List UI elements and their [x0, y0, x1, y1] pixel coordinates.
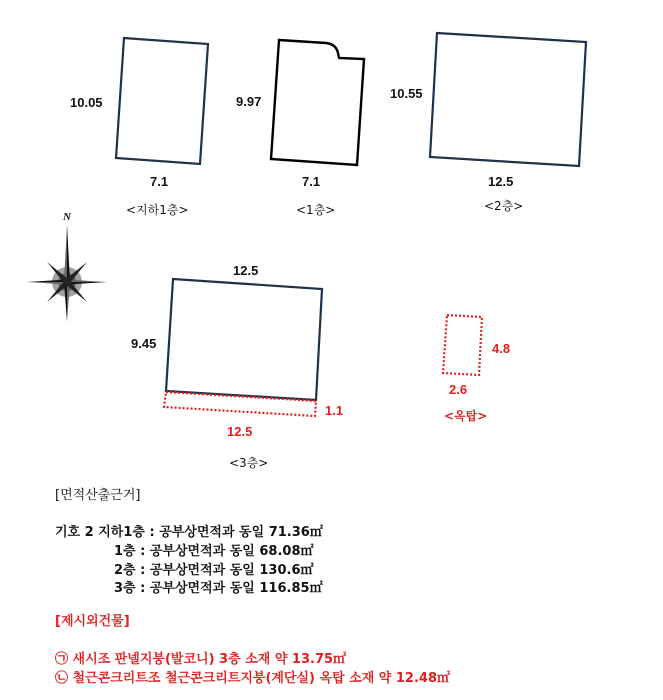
floor-plan-f1	[236, 40, 364, 217]
calc-prefix: 2층	[114, 563, 136, 578]
calc-text: : 공부상면적과 동일	[144, 525, 269, 540]
dim-side-f3: 9.45	[131, 336, 157, 351]
calc-line-f1	[114, 540, 314, 559]
caption-f3: <3층>	[229, 456, 269, 470]
caption-roof: <옥탑>	[444, 409, 488, 423]
dim-bottom-b1: 7.1	[150, 174, 169, 189]
calc-text: : 공부상면적과 동일	[135, 544, 260, 559]
calc-text: : 공부상면적과 동일	[135, 581, 260, 596]
dim-side-f2: 10.55	[390, 86, 423, 101]
floor-outline-b1	[116, 38, 208, 164]
calc-prefix: 기호 2 지하1층	[55, 525, 145, 540]
caption-f1: <1층>	[296, 203, 336, 217]
dim-side-f1: 9.97	[236, 94, 262, 109]
floor-outline-f3	[166, 279, 322, 400]
dim-side-roof: 4.8	[492, 341, 511, 356]
excluded-text: 철근콘크리트조 철근콘크리트지붕(계단실) 옥탑 소재 약 12.48㎡	[68, 671, 451, 686]
calc-line-b1	[55, 521, 323, 540]
compass-north-label: N	[63, 211, 71, 223]
dim-annex-width: 12.5	[227, 424, 253, 439]
floor-plan-f3	[131, 263, 343, 470]
calc-text: : 공부상면적과 동일	[135, 563, 260, 578]
calc-unit: ㎡	[300, 544, 314, 559]
calc-unit: ㎡	[309, 581, 323, 596]
dim-side-b1: 10.05	[70, 95, 103, 110]
dim-bottom-f2: 12.5	[488, 174, 514, 189]
roof-outline	[443, 315, 482, 375]
calc-prefix: 3층	[114, 581, 136, 596]
excluded-line-1	[55, 648, 346, 667]
calc-unit: ㎡	[309, 525, 323, 540]
excluded-line-2	[55, 667, 450, 686]
excluded-marker: ㉠	[55, 652, 69, 667]
excluded-text: 새시조 판넬지붕(발코니) 3층 소재 약 13.75㎡	[68, 652, 347, 667]
dim-top-f3: 12.5	[233, 263, 259, 278]
caption-f2: <2층>	[484, 199, 524, 213]
caption-b1: <지하1층>	[126, 203, 189, 217]
dim-annex-depth: 1.1	[325, 403, 344, 418]
calc-unit: ㎡	[300, 563, 314, 578]
calc-value: 71.36	[268, 525, 310, 540]
calc-line-f2	[114, 559, 314, 578]
floor-plan-roof	[443, 315, 510, 423]
floor-plan-f2	[390, 33, 586, 213]
dim-bottom-f1: 7.1	[302, 174, 321, 189]
calc-prefix: 1층	[114, 544, 136, 559]
floor-outline-f2	[430, 33, 586, 166]
floor-plan-b1	[70, 38, 208, 217]
calc-line-f3	[114, 577, 323, 596]
calc-title: [면적산출근거]	[55, 488, 141, 503]
floor-outline-f1	[271, 40, 364, 165]
calc-value: 130.6	[259, 563, 301, 578]
excluded-marker: ㉡	[55, 671, 69, 686]
excluded-title: [제시외건물]	[55, 614, 130, 629]
calc-value: 116.85	[259, 581, 310, 596]
calc-value: 68.08	[259, 544, 301, 559]
dim-bottom-roof: 2.6	[449, 382, 468, 397]
compass-rose-icon	[27, 211, 107, 322]
